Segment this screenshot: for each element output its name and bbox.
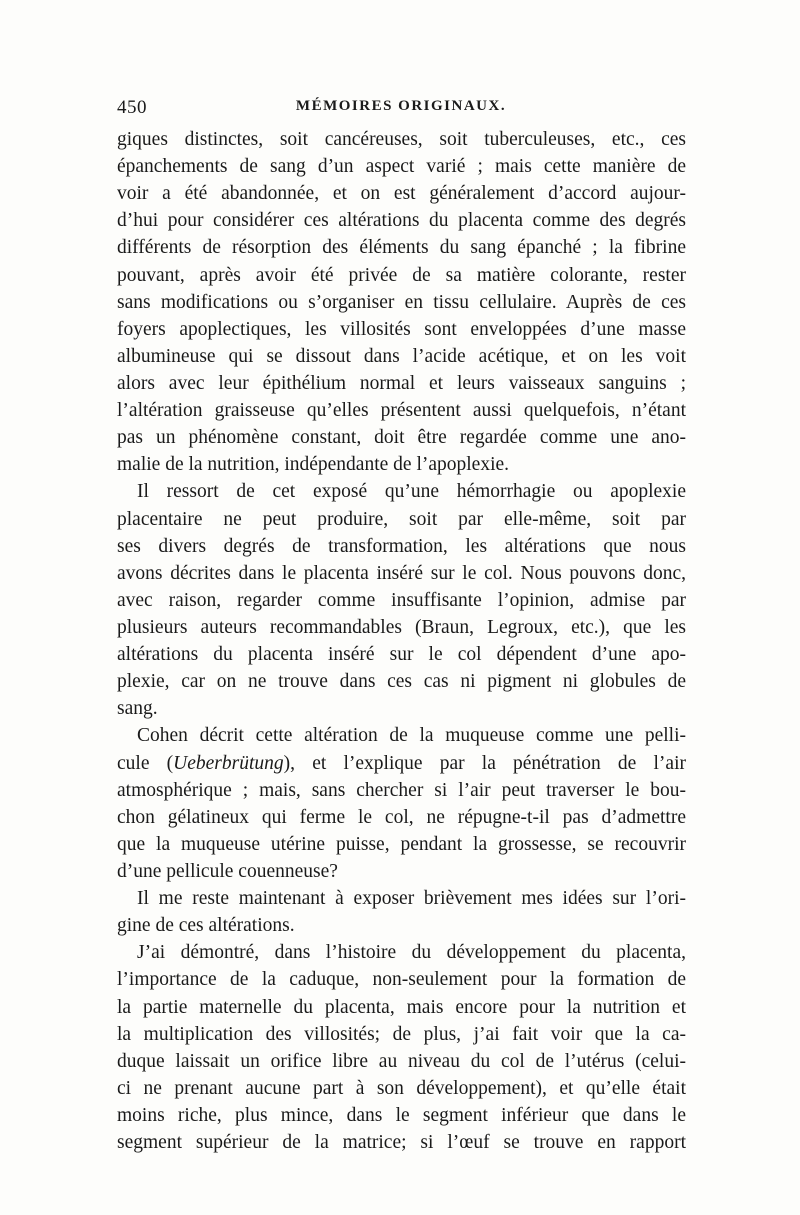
text-line: différents de résorption des éléments du sang épanché ; la fibrine: [117, 237, 686, 259]
text-line: sang.: [117, 698, 158, 720]
text-line: J’ai démontré, dans l’histoire du développement du placenta,: [137, 942, 686, 964]
running-head: MÉMOIRES ORIGINAUX.: [295, 98, 507, 114]
text-line: altérations du placenta inséré sur le col dépendent d’une apo-: [117, 644, 686, 666]
text-line: d’hui pour considérer ces altérations du placenta comme des degrés: [117, 210, 686, 232]
text-line: alors avec leur épithélium normal et leurs vaisseaux sanguins ;: [117, 372, 686, 394]
text-line: Il ressort de cet exposé qu’une hémorrhagie ou apoplexie: [137, 481, 686, 503]
text-line: épanchements de sang d’un aspect varié ; mais cette manière de: [117, 156, 686, 178]
text-segment: ), et l’explique par la pénétration de l’air: [283, 752, 686, 774]
text-line: segment supérieur de la matrice; si l’œuf se trouve en rapport: [117, 1132, 686, 1154]
text-line: Il me reste maintenant à exposer brièvement mes idées sur l’ori-: [137, 888, 686, 910]
text-line: gine de ces altérations.: [117, 915, 295, 937]
text-line: giques distinctes, soit cancéreuses, soit tuberculeuses, etc., ces: [117, 129, 686, 150]
text-segment: cule (: [117, 752, 174, 774]
text-line: plexie, car on ne trouve dans ces cas ni pigment ni globules de: [117, 671, 686, 693]
text-line: l’importance de la caduque, non-seulement pour la formation de: [117, 969, 686, 991]
text-line: pouvant, après avoir été privée de sa matière colorante, rester: [117, 264, 686, 286]
text-line: foyers apoplectiques, les villosités sont enveloppées d’une masse: [117, 318, 686, 340]
text-line: pas un phénomène constant, doit être regardée comme une ano-: [117, 427, 686, 449]
text-line: avons décrites dans le placenta inséré sur le col. Nous pouvons donc,: [117, 562, 686, 584]
text-line: plusieurs auteurs recommandables (Braun, Legroux, etc.), que les: [117, 616, 686, 638]
text-line: placentaire ne peut produire, soit par elle-même, soit par: [117, 508, 686, 530]
text-line: chon gélatineux qui ferme le col, ne répugne-t-il pas d’admettre: [117, 806, 686, 828]
text-line: albumineuse qui se dissout dans l’acide acétique, et on les voit: [117, 345, 686, 367]
text-line-with-italic: [117, 750, 686, 777]
text-line: la partie maternelle du placenta, mais encore pour la nutrition et: [117, 996, 686, 1018]
text-line: moins riche, plus mince, dans le segment inférieur que dans le: [117, 1104, 686, 1126]
body-text: [117, 126, 686, 1156]
text-line: voir a été abandonnée, et on est généralement d’accord aujour-: [117, 183, 686, 205]
italic-term: Ueberbrütung: [173, 752, 284, 774]
text-line: sans modifications ou s’organiser en tissu cellulaire. Auprès de ces: [117, 291, 686, 313]
text-line: ses divers degrés de transformation, les altérations que nous: [117, 535, 686, 557]
text-line: d’une pellicule couenneuse?: [117, 860, 338, 882]
page-header: [117, 97, 685, 123]
text-line: avec raison, regarder comme insuffisante l’opinion, admise par: [117, 589, 686, 611]
text-line: Cohen décrit cette altération de la muqueuse comme une pelli-: [137, 725, 686, 747]
text-line: atmosphérique ; mais, sans chercher si l’air peut traverser le bou-: [117, 779, 686, 801]
text-line: duque laissait un orifice libre au niveau du col de l’utérus (celui-: [117, 1050, 686, 1072]
text-line: ci ne prenant aucune part à son développement), et qu’elle était: [117, 1077, 686, 1099]
text-line: la multiplication des villosités; de plus, j’ai fait voir que la ca-: [117, 1023, 686, 1045]
page-number: 450: [117, 97, 147, 118]
text-line: que la muqueuse utérine puisse, pendant la grossesse, se recouvrir: [117, 833, 686, 855]
text-line: l’altération graisseuse qu’elles présentent aussi quelquefois, n’étant: [117, 400, 686, 422]
text-line: malie de la nutrition, indépendante de l’apoplexie.: [117, 454, 510, 476]
